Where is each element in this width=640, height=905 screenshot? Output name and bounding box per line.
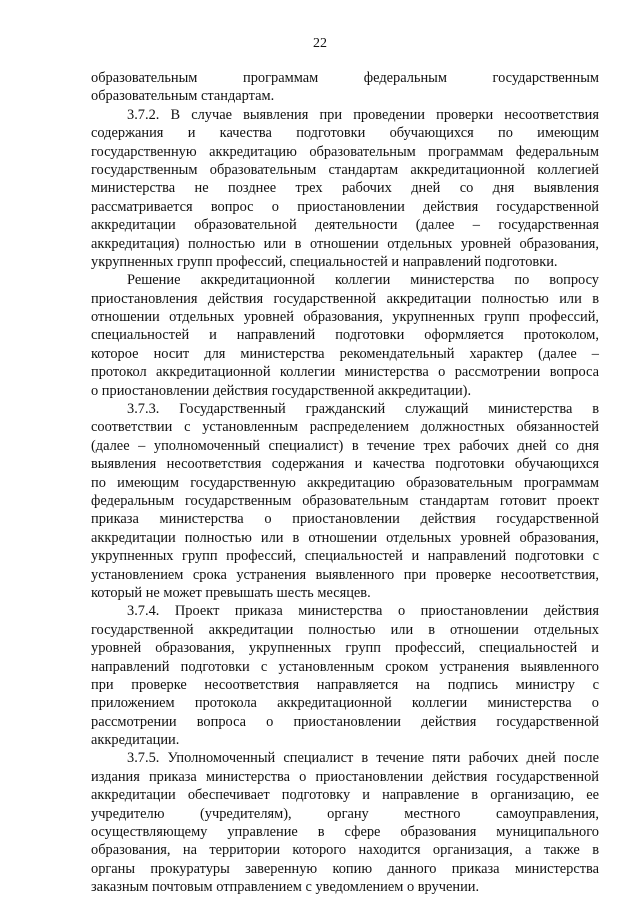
text-line: образовательным стандартам. <box>91 88 275 105</box>
text-line: образовательным программам федеральным государственным <box>91 70 599 86</box>
text-line: установлением срока устранения выявленного при проверке несоответствия, <box>91 566 599 583</box>
paragraph-decision-paragraph <box>91 271 599 400</box>
text-line: который не может превышать шесть месяцев. <box>91 584 371 601</box>
text-line: содержания и качества подготовки обучающихся по имеющим <box>91 125 599 142</box>
text-line: 3.7.3. Государственный гражданский служащий министерства в <box>127 401 599 418</box>
text-line: аккредитации. <box>91 732 180 749</box>
text-line: укрупненных групп профессий, специальностей и направлений подготовки. <box>91 253 558 270</box>
text-line: приказа министерства о приостановлении действия государственной <box>91 511 599 528</box>
text-line: выявления несоответствия содержания и качества подготовки обучающихся <box>91 456 599 473</box>
text-line: 3.7.5. Уполномоченный специалист в течение пяти рабочих дней после <box>127 750 599 767</box>
text-line: при проверке несоответствия направляется на подпись министру с <box>91 676 599 693</box>
paragraph-clause-3-7-3 <box>91 400 599 602</box>
text-line: уровней образования, укрупненных групп профессий, специальностей и <box>91 640 599 657</box>
text-line: государственным образовательным стандартам аккредитационной коллегией <box>91 161 599 178</box>
text-line: образования, на территории которого находится организация, а также в <box>91 842 599 859</box>
text-line: рассмотрении вопроса о приостановлении действия государственной <box>91 713 599 730</box>
text-line: отношении отдельных уровней образования, укрупненных групп профессий, <box>91 309 599 326</box>
text-line: аккредитация) полностью или в отношении отдельных уровней образования, <box>91 235 599 252</box>
text-line: 3.7.2. В случае выявления при проведении проверки несоответствия <box>127 106 599 123</box>
text-line: аккредитации образовательной деятельности (далее – государственная <box>91 217 599 234</box>
text-line: аккредитации обеспечивает подготовку и направление в организацию, ее <box>91 787 599 804</box>
text-line: заказным почтовым отправлением с уведомлением о вручении. <box>91 879 480 896</box>
text-line: (далее – уполномоченный специалист) в течение трех рабочих дней со дня <box>91 437 599 454</box>
page-number: 22 <box>313 36 327 51</box>
text-line: укрупненных групп профессий, специальностей и направлений подготовки с <box>91 548 599 565</box>
paragraph-clause-3-7-5 <box>91 749 599 896</box>
text-line: о приостановлении действия государственной аккредитации). <box>91 382 472 399</box>
text-line: специальностей и направлений подготовки оформляется протоколом, <box>91 327 599 344</box>
text-line: государственную аккредитацию образовательным программам федеральным <box>91 143 599 160</box>
text-line: органы прокуратуры заверенную копию данного приказа министерства <box>91 860 599 877</box>
text-line: государственной аккредитации полностью или в отношении отдельных <box>91 621 599 638</box>
text-line: 3.7.4. Проект приказа министерства о приостановлении действия <box>127 603 599 620</box>
text-line: приложением протокола аккредитационной коллегии министерства о <box>91 695 599 712</box>
text-line: федеральным государственным образовательным стандартам готовит проект <box>91 492 599 509</box>
text-line: аккредитации полностью или в отношении отдельных уровней образования, <box>91 529 599 546</box>
text-line: министерства не позднее трех рабочих дней со дня выявления <box>91 180 599 197</box>
paragraph-clause-3-7-2 <box>91 106 599 272</box>
text-line: рассматривается вопрос о приостановлении действия государственной <box>91 198 599 215</box>
document-body <box>91 69 599 897</box>
text-line: по имеющим государственную аккредитацию образовательным программам <box>91 474 599 491</box>
text-line: Решение аккредитационной коллегии министерства по вопросу <box>127 272 599 289</box>
text-line: которое носит для министерства рекомендательный характер (далее – <box>91 345 599 362</box>
paragraph-clause-3-7-4 <box>91 602 599 749</box>
text-line: приостановления действия государственной аккредитации полностью или в <box>91 290 599 307</box>
text-line: издания приказа министерства о приостановлении действия государственной <box>91 768 599 785</box>
text-line: учредителю (учредителям), органу местного самоуправления, <box>91 805 599 822</box>
text-line: протокол аккредитационной коллегии министерства о рассмотрении вопроса <box>91 364 599 381</box>
text-line: соответствии с установленным распределением должностных обязанностей <box>91 419 599 436</box>
text-line: осуществляющему управление в сфере образования муниципального <box>91 824 599 841</box>
paragraph-intro-continuation <box>91 69 599 106</box>
text-line: направлений подготовки с установленным сроком устранения выявленного <box>91 658 599 675</box>
